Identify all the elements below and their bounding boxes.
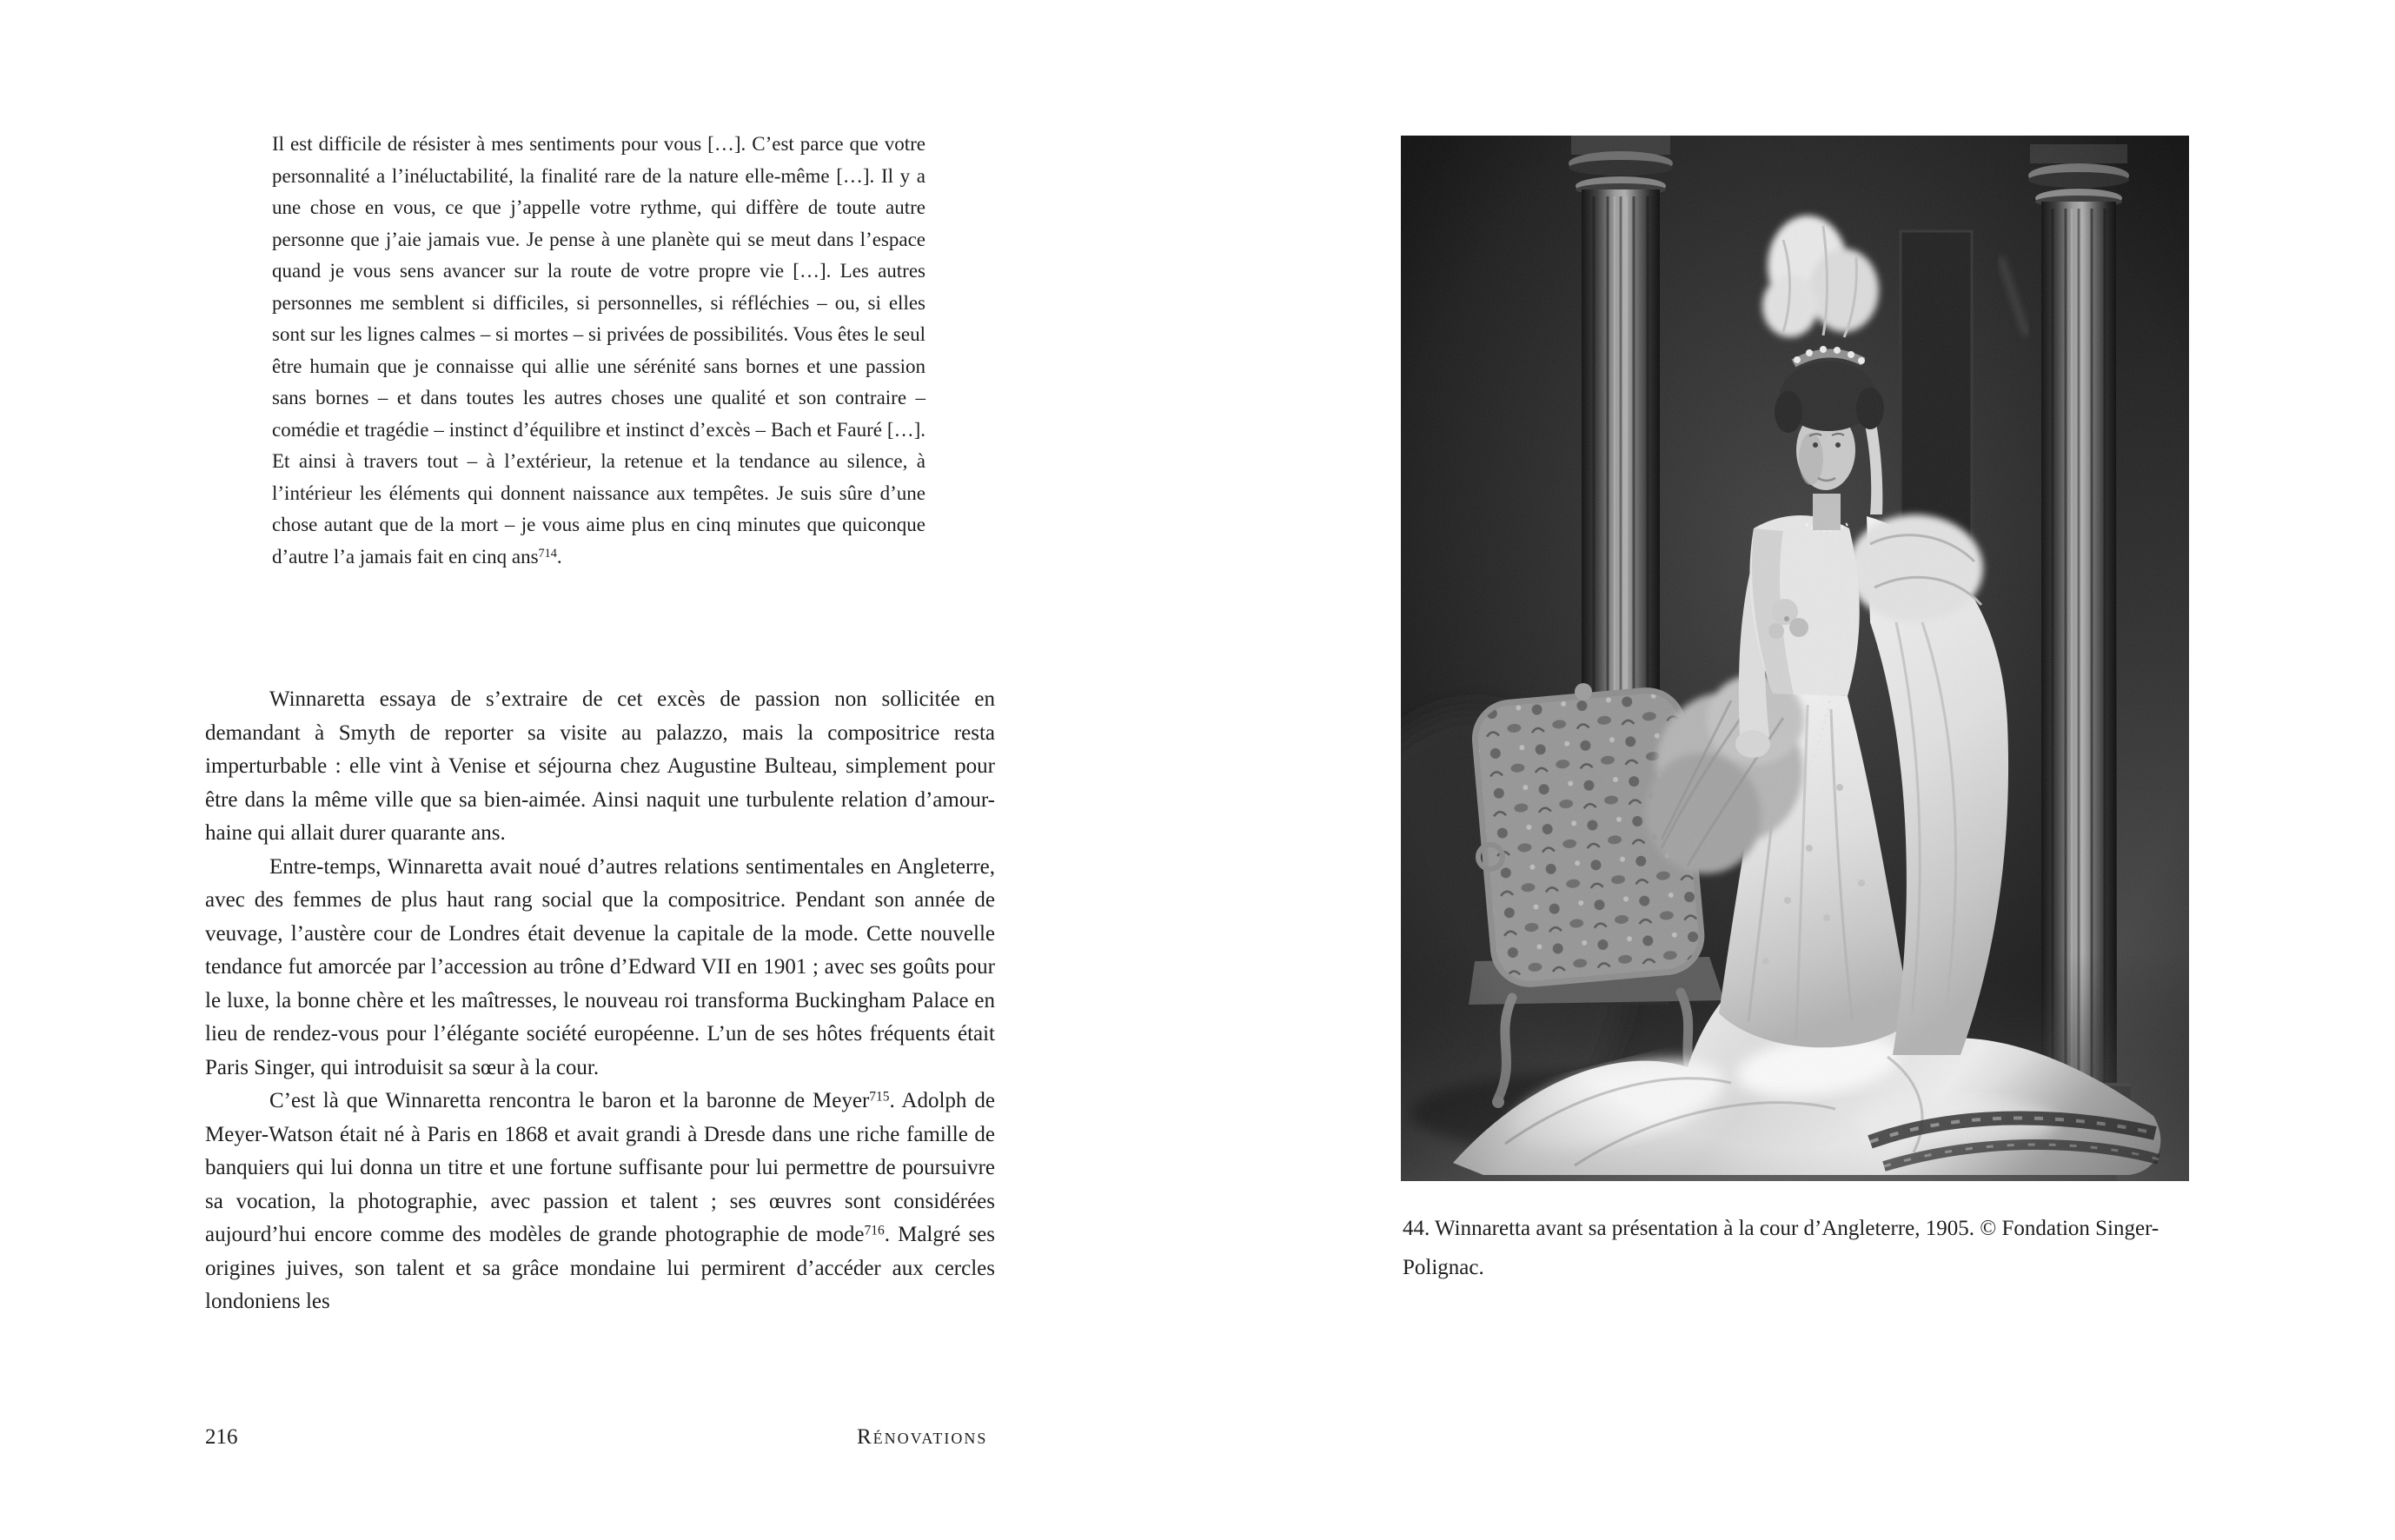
paragraph-3-text-a: C’est là que Winnaretta rencontra le baron et la baronne de Meyer xyxy=(269,1089,870,1112)
paragraph-3-text-b: . Adolph de Meyer-Watson était né à Paris en 1868 et avait grandi à Dresde dans une riche famille de banquiers qui lui donna un titre et une fortune suffisante pour lui permettre de poursuivre sa vocation, la photographie, avec passion et talent ; ses œuvres sont considérées aujourd’hui encore comme des modèles de grande photographie de mode xyxy=(205,1089,996,1246)
paragraph-1-text: Winnaretta essaya de s’extraire de cet excès de passion non sollicitée en demandant à Smyth de reporter sa visite au palazzo, mais la compositrice resta imperturbable : elle vint à Venise et séjourna chez Augustine Bulteau, simplement pour être dans la même ville que sa bien-aimée. Ainsi naquit une turbulente relation d’amour-haine qui allait durer quarante ans. xyxy=(205,687,995,845)
paragraph-2-text: Entre-temps, Winnaretta avait noué d’autres relations sentimentales en Angleterre, avec des femmes de plus haut rang social que la compositrice. Pendant son année de veuvage, l’austère cour de Londres était devenue la capitale de la mode. Cette nouvelle tendance fut amorcée par l’accession au trône d’Edward VII en 1901 ; avec ses goûts pour le luxe, la bonne chère et les maîtresses, le nouveau roi transforma Buckingham Palace en lieu de rendez-vous pour l’élégante société européenne. L’un de ses hôtes fréquents était Paris Singer, qui introduisit sa sœur à la cour. xyxy=(205,854,995,1079)
photo-caption-text: 44. Winnaretta avant sa présentation à la cour d’Angleterre, 1905. © Fondation Singer-Polignac. xyxy=(1403,1217,2159,1279)
paragraph-1 xyxy=(205,683,995,851)
block-quote xyxy=(272,129,925,573)
paragraph-2 xyxy=(205,851,995,1085)
photo-figure xyxy=(1401,136,2200,1287)
quote-text-end: . xyxy=(556,545,562,568)
body-text xyxy=(205,683,995,1319)
page-number: 216 xyxy=(205,1425,238,1449)
photo-caption xyxy=(1403,1209,2199,1287)
footnote-ref-716: 716 xyxy=(864,1223,885,1238)
quote-text: Il est difficile de résister à mes sentiments pour vous […]. C’est parce que votre personnalité a l’inéluctabilité, la finalité rare de la nature elle-même […]. Il y a une chose en vous, ce que j’appelle votre rythme, qui diffère de toute autre personne que j’aie jamais vue. Je pense à une planète qui se meut dans l’espace quand je vous sens avancer sur la route de votre propre vie […]. Les autres personnes me semblent si difficiles, si personnelles, si réfléchies – ou, si elles sont sur les lignes calmes – si mortes – si privées de possibilités. Vous êtes le seul être humain que je connaisse qui allie une sérénité sans bornes et une passion sans bornes – et dans toutes les autres choses une qualité et son contraire – comédie et tragédie – instinct d’équilibre et instinct d’excès – Bach et Fauré […]. Et ainsi à travers tout – à l’extérieur, la retenue et la tendance au silence, à l’intérieur les éléments qui donnent naissance aux tempêtes. Je suis sûre d’une chose autant que de la mort – je vous aime plus en cinq minutes que quiconque d’autre l’a jamais fait en cinq ans xyxy=(272,133,925,568)
footnote-ref-715: 715 xyxy=(869,1089,890,1105)
running-title: Rénovations xyxy=(857,1425,988,1449)
film-grain xyxy=(1401,136,2189,1181)
paragraph-3-text-c: . Malgré ses origines juives, son talent et sa grâce mondaine lui permirent d’accéder aux cercles londoniens les xyxy=(205,1223,995,1313)
footnote-ref-714: 714 xyxy=(538,546,557,561)
photo-winnaretta xyxy=(1401,136,2189,1181)
paragraph-3 xyxy=(205,1085,995,1319)
